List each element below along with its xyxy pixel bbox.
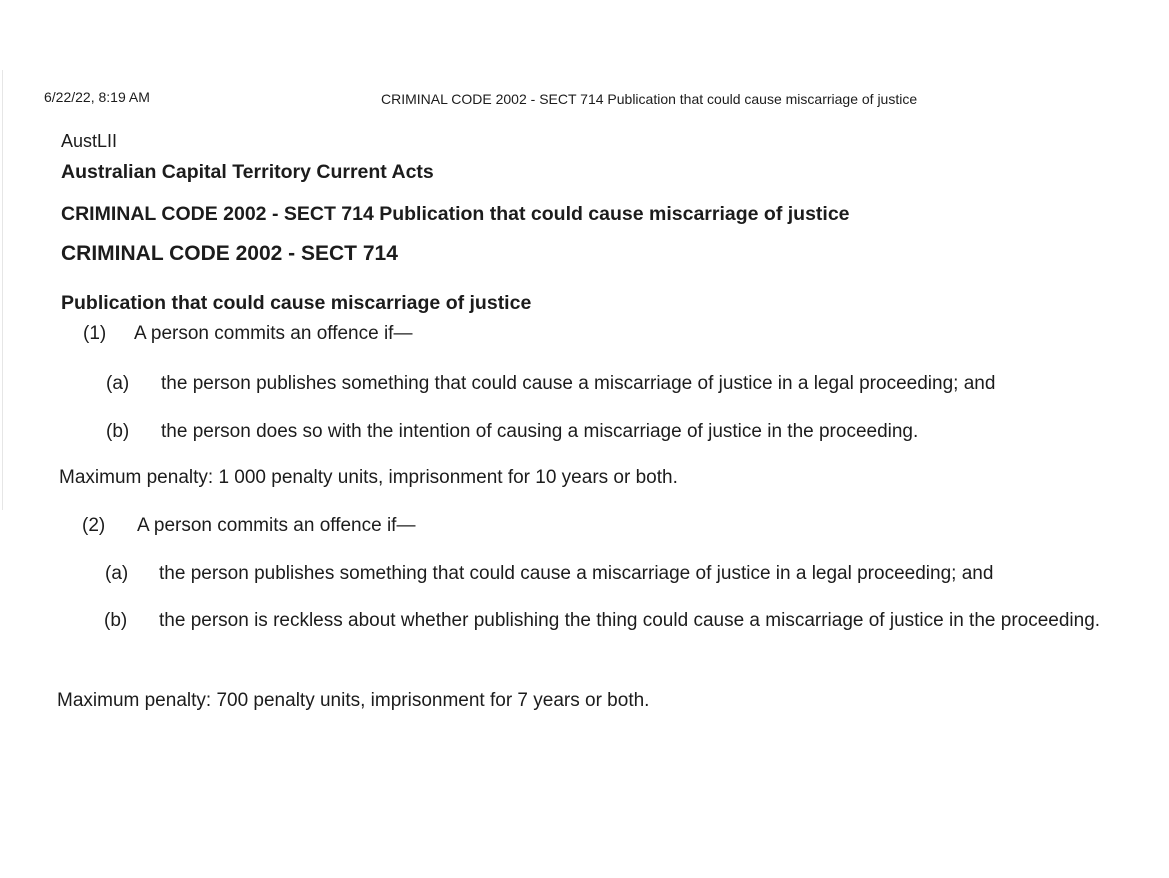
paragraph-label: (a)	[106, 373, 130, 394]
print-title: CRIMINAL CODE 2002 - SECT 714 Publication that could cause miscarriage of justice	[381, 91, 918, 107]
collection-heading: Australian Capital Territory Current Acts	[61, 161, 434, 183]
paragraph-label: (b)	[106, 421, 130, 442]
section-heading: CRIMINAL CODE 2002 - SECT 714	[61, 242, 398, 265]
subsection-text: A person commits an offence if—	[134, 323, 413, 344]
paragraph-label: (b)	[104, 610, 128, 631]
paragraph-text: the person does so with the intention of causing a miscarriage of justice in the proceeding.	[161, 421, 919, 442]
section-subheading: Publication that could cause miscarriage of justice	[61, 292, 532, 314]
print-header	[44, 89, 1044, 109]
paragraph-text: the person is reckless about whether publishing the thing could cause a miscarriage of justice in the proceeding.	[159, 610, 1101, 631]
scan-edge	[2, 70, 3, 510]
section-full-title: CRIMINAL CODE 2002 - SECT 714 Publication that could cause miscarriage of justice	[61, 203, 850, 225]
subsection-text: A person commits an offence if—	[137, 515, 416, 536]
subsection-number: (1)	[83, 323, 107, 344]
paragraph-text: the person publishes something that could cause a miscarriage of justice in a legal proceeding; and	[161, 373, 996, 394]
print-date: 6/22/22, 8:19 AM	[44, 89, 150, 105]
paragraph-label: (a)	[105, 563, 129, 584]
penalty-text: Maximum penalty: 1 000 penalty units, imprisonment for 10 years or both.	[59, 467, 678, 488]
penalty-text: Maximum penalty: 700 penalty units, imprisonment for 7 years or both.	[57, 690, 650, 711]
paragraph-wrapped	[57, 605, 1107, 637]
paragraph-text: the person publishes something that could cause a miscarriage of justice in a legal proceeding; and	[159, 563, 994, 584]
subsection-number: (2)	[82, 515, 106, 536]
site-name[interactable]: AustLII	[61, 131, 118, 151]
